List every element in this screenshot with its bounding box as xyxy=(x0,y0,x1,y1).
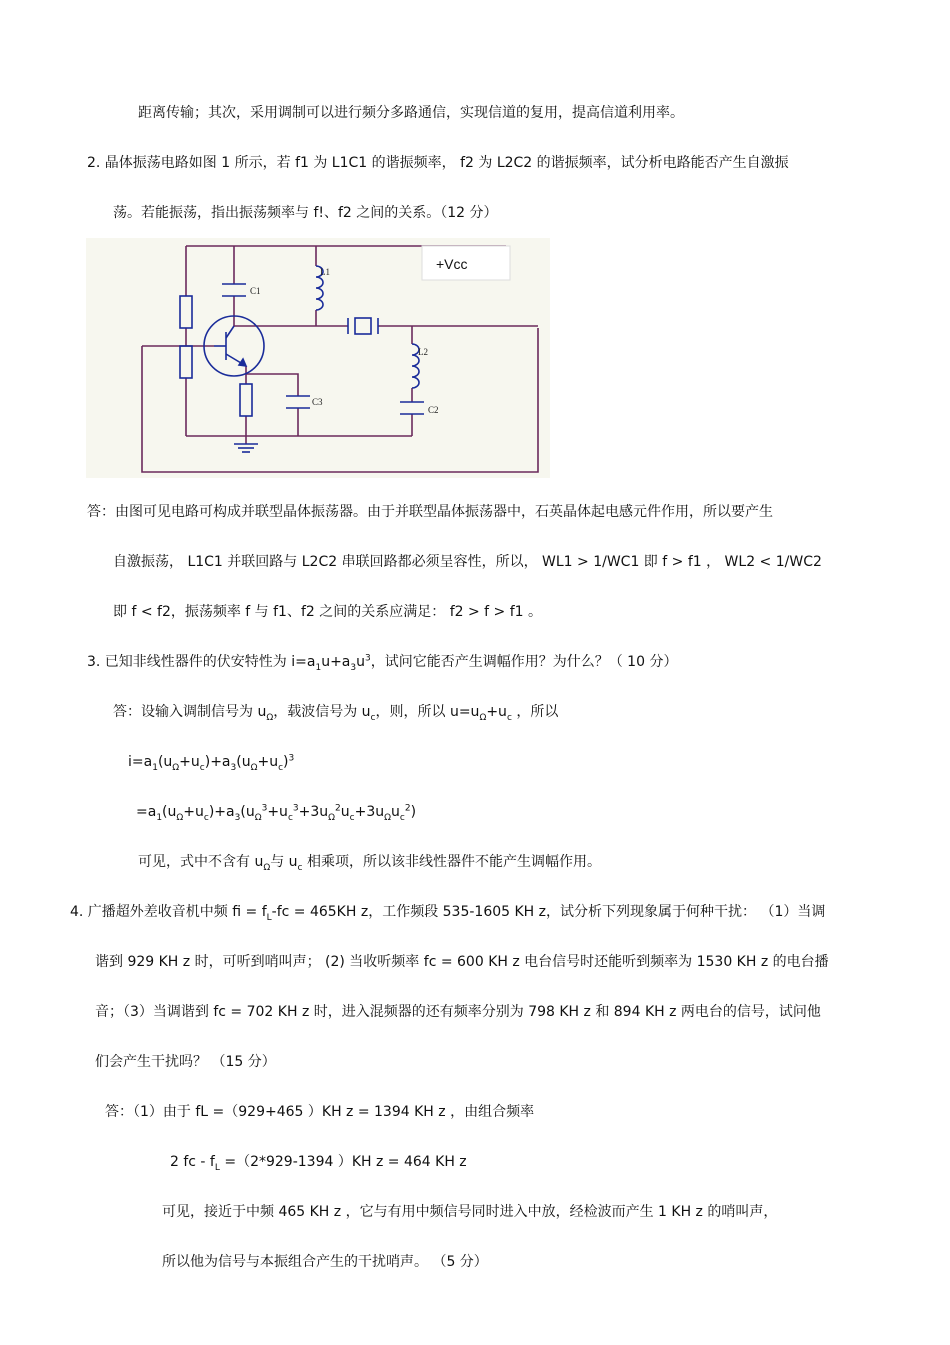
subscript: c xyxy=(287,812,293,823)
text-run: 3. 已知非线性器件的伏安特性为 i=a xyxy=(87,654,316,670)
label-c2: C2 xyxy=(428,405,439,415)
subscript: c xyxy=(203,812,209,823)
answer-2-line-2: 自激振荡， L1C1 并联回路与 L2C2 串联回路都必须呈容性，所以， WL1 > 1/WC1 即 f > f1 ， WL2 < 1/WC2 xyxy=(113,554,822,570)
text-run: u xyxy=(391,804,400,820)
text-run: +u xyxy=(183,804,204,820)
text-run: i=a xyxy=(128,754,153,770)
subscript: 1 xyxy=(156,812,163,823)
question-4-line-4: 们会产生干扰吗？ （15 分） xyxy=(95,1054,276,1070)
answer-2-line-1: 答：由图可见电路可构成并联型晶体振荡器。由于并联型晶体振荡器中，石英晶体起电感元件作用，所以要产生 xyxy=(87,504,773,520)
question-4-line-1 xyxy=(70,902,825,922)
subscript: c xyxy=(199,762,205,773)
text-run: +3u xyxy=(298,804,329,820)
text-run: (u xyxy=(236,754,251,770)
circuit-diagram xyxy=(86,238,550,478)
subscript: Ω xyxy=(250,762,258,773)
question-4-line-2: 谐到 929 KH z 时，可听到哨叫声； (2) 当收听频率 fc = 600 KH z 电台信号时还能听到频率为 1530 KH z 的电台播 xyxy=(95,954,829,970)
text-run: ，所以 xyxy=(511,704,559,720)
answer-3-line-1 xyxy=(113,702,558,722)
text-run: 可见，式中不含有 u xyxy=(138,854,264,870)
subscript: Ω xyxy=(266,712,274,723)
subscript: Ω xyxy=(328,812,336,823)
text-run: ，载波信号为 u xyxy=(273,704,371,720)
subscript: 3 xyxy=(350,662,357,673)
label-l2: L2 xyxy=(418,347,428,357)
answer-2-line-3: 即 f < f2，振荡频率 f 与 f1、f2 之间的关系应满足： f2 > f > f1 。 xyxy=(113,604,543,620)
answer-4-line-3: 可见，接近于中频 465 KH z ，它与有用中频信号同时进入中放，经检波而产生 1 KH z 的哨叫声， xyxy=(162,1204,778,1220)
subscript: c xyxy=(370,712,376,723)
subscript: Ω xyxy=(172,762,180,773)
question-3-line: 3. 已知非线性器件的伏安特性为 $i=a_1u+a_3u^3$，试问它能否产生调幅作用？为什么？（ 10 分） xyxy=(87,653,678,673)
question-2-line-1: 2. 晶体振荡电路如图 1 所示，若 f1 为 L1C1 的谐振频率， f2 为 L2C2 的谐振频率，试分析电路能否产生自激振 xyxy=(87,155,789,171)
text-run: +3u xyxy=(354,804,385,820)
superscript: 2 xyxy=(335,803,341,814)
text-run: =（2*929-1394 ）KH z = 464 KH z xyxy=(219,1154,467,1170)
subscript: c xyxy=(506,712,512,723)
text-line: 距离传输；其次，采用调制可以进行频分多路通信，实现信道的复用，提高信道利用率。 xyxy=(138,105,684,121)
subscript: Ω xyxy=(176,812,184,823)
text-run: 4. 广播超外差收音机中频 fi = f xyxy=(70,904,267,920)
question-2-line-2: 荡。若能振荡，指出振荡频率与 f!、f2 之间的关系。（12 分） xyxy=(113,205,498,221)
text-run: (u xyxy=(162,804,177,820)
question-4-line-3: 音；（3）当调谐到 fc = 702 KH z 时，进入混频器的还有频率分别为 798 KH z 和 894 KH z 两电台的信号，试问他 xyxy=(95,1004,821,1020)
equation-1 xyxy=(128,752,294,772)
subscript: c xyxy=(278,762,284,773)
text-run: -fc = 465KH z，工作频段 535-1605 KH z，试分析下列现象属于何种干扰： （1）当调 xyxy=(271,904,826,920)
text-run: 与 u xyxy=(270,854,298,870)
text-run: 2 fc - f xyxy=(170,1154,215,1170)
answer-4-line-1: 答：（1）由于 fL =（929+465 ）KH z = 1394 KH z ，由组合频率 xyxy=(105,1104,535,1120)
subscript: 3 xyxy=(234,812,241,823)
subscript: 3 xyxy=(230,762,237,773)
superscript: 3 xyxy=(261,803,268,814)
superscript: 3 xyxy=(292,803,299,814)
vcc-label: +Vcc xyxy=(436,256,468,272)
label-l1: L1 xyxy=(320,267,330,277)
label-c3: C3 xyxy=(312,397,323,407)
equation-2 xyxy=(136,802,416,822)
text-run: ，试问它能否产生调幅作用？为什么？（ 10 分） xyxy=(370,654,678,670)
text-run: ) xyxy=(283,754,289,770)
text-run: +u xyxy=(257,754,279,770)
text-run: 答：设输入调制信号为 u xyxy=(113,704,267,720)
subscript: L xyxy=(266,912,272,923)
subscript: 1 xyxy=(315,662,322,673)
answer-3-conclusion xyxy=(138,852,601,872)
text-run: +u xyxy=(179,754,200,770)
text-run: +u xyxy=(267,804,288,820)
text-run: +u xyxy=(486,704,507,720)
superscript: 3 xyxy=(288,753,295,764)
text-run: ，则，所以 u=u xyxy=(375,704,480,720)
subscript: Ω xyxy=(384,812,391,823)
label-c1: C1 xyxy=(250,286,261,296)
text-run: (u xyxy=(240,804,255,820)
text-run: u+a xyxy=(321,654,351,670)
text-run: )+a xyxy=(204,754,231,770)
answer-4-line-4: 所以他为信号与本振组合产生的干扰哨声。 （5 分） xyxy=(162,1254,488,1270)
text-run: ) xyxy=(410,804,417,820)
subscript: c xyxy=(349,812,355,823)
superscript: 2 xyxy=(404,803,411,814)
text-run: )+a xyxy=(208,804,235,820)
subscript: 1 xyxy=(152,762,158,773)
subscript: c xyxy=(297,862,303,873)
subscript: c xyxy=(399,812,405,823)
text-run: 相乘项，所以该非线性器件不能产生调幅作用。 xyxy=(302,854,601,870)
subscript: Ω xyxy=(479,712,487,723)
text-run: u xyxy=(340,804,350,820)
superscript: 3 xyxy=(365,653,371,664)
subscript: Ω xyxy=(263,862,271,873)
text-run: =a xyxy=(136,804,157,820)
subscript: L xyxy=(214,1162,220,1173)
subscript: Ω xyxy=(254,812,262,823)
answer-4-line-2 xyxy=(170,1152,467,1172)
text-run: (u xyxy=(157,754,173,770)
